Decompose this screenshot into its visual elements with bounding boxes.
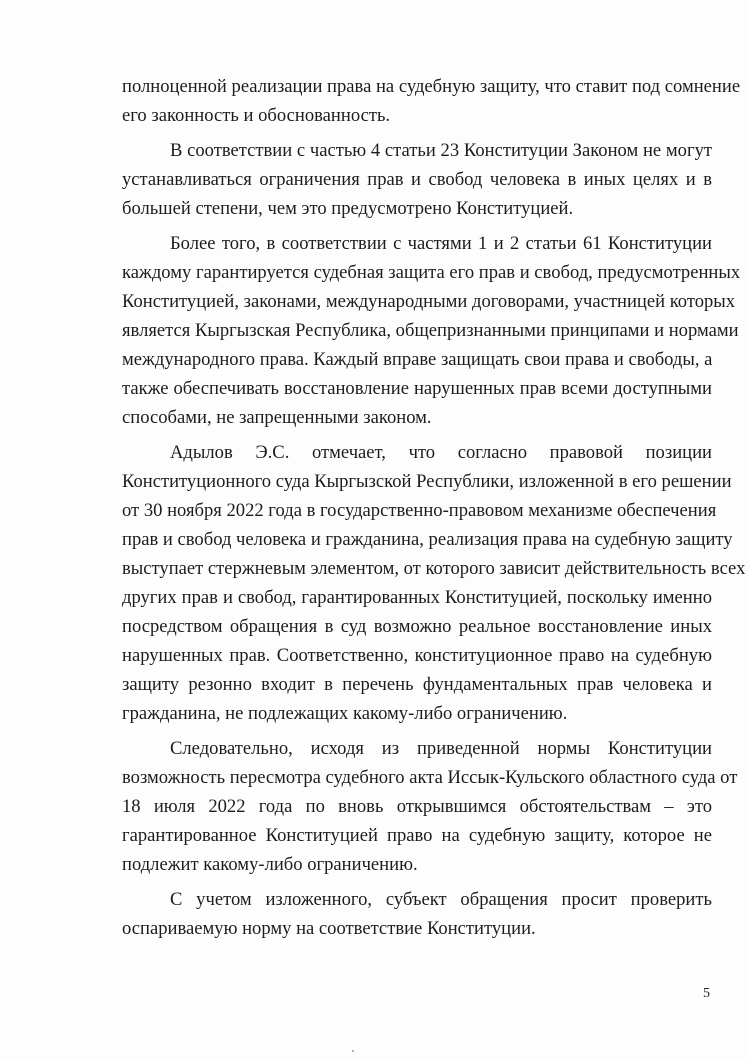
text-line: Конституционного суда Кыргызской Республики, изложенной в его решении (122, 471, 732, 492)
page-number: 5 (703, 986, 710, 1001)
text-line: также обеспечивать восстановление нарушенных прав всеми доступными (122, 378, 712, 399)
text-line: Следовательно, исходя из приведенной нормы Конституции (170, 738, 712, 759)
text-line: посредством обращения в суд возможно реальное восстановление иных (122, 616, 712, 637)
paragraph (122, 229, 741, 432)
text-line: способами, не запрещенными законом. (122, 407, 432, 428)
text-line: В соответствии с частью 4 статьи 23 Конституции Законом не могут (170, 140, 712, 161)
text-line: от 30 ноября 2022 года в государственно-правовом механизме обеспечения (122, 500, 717, 521)
text-line: каждому гарантируется судебная защита его прав и свобод, предусмотренных (122, 262, 741, 283)
scan-speck (352, 1050, 354, 1052)
text-line: возможность пересмотра судебного акта Иссык-Кульского областного суда от (122, 767, 738, 788)
text-line: полноценной реализации права на судебную защиту, что ставит под сомнение (122, 76, 741, 97)
text-line: его законность и обоснованность. (122, 105, 391, 126)
text-line: нарушенных прав. Соответственно, конституционное право на судебную (122, 645, 712, 666)
paragraph (122, 136, 712, 223)
text-line: прав и свобод человека и гражданина, реализация права на судебную защиту (122, 529, 733, 550)
text-line: С учетом изложенного, субъект обращения просит проверить (170, 889, 712, 910)
text-line: Более того, в соответствии с частями 1 и 2 статьи 61 Конституции (170, 233, 712, 254)
text-line: международного права. Каждый вправе защищать свои права и свободы, а (122, 349, 713, 370)
text-line: подлежит какому-либо ограничению. (122, 854, 418, 875)
paragraph (122, 885, 712, 943)
paragraph (122, 734, 738, 879)
text-line: является Кыргызская Республика, общепризнанными принципами и нормами (122, 320, 739, 341)
text-line: выступает стержневым элементом, от которого зависит действительность всех (122, 558, 746, 579)
text-line: Конституцией, законами, международными договорами, участницей которых (122, 291, 736, 312)
text-line: 18 июля 2022 года по вновь открывшимся обстоятельствам – это (122, 796, 712, 817)
text-line: большей степени, чем это предусмотрено Конституцией. (122, 198, 574, 219)
paragraph (122, 438, 746, 728)
paragraph (122, 72, 741, 130)
text-line: гарантированное Конституцией право на судебную защиту, которое не (122, 825, 712, 846)
text-line: гражданина, не подлежащих какому-либо ограничению. (122, 703, 568, 724)
document-body (122, 72, 746, 949)
text-line: других прав и свобод, гарантированных Конституцией, поскольку именно (122, 587, 712, 608)
text-line: защиту резонно входит в перечень фундаментальных прав человека и (122, 674, 712, 695)
text-line: оспариваемую норму на соответствие Конституции. (122, 918, 536, 939)
text-line: устанавливаться ограничения прав и свобод человека в иных целях и в (122, 169, 712, 190)
text-line: Адылов Э.С. отмечает, что согласно правовой позиции (170, 442, 712, 463)
